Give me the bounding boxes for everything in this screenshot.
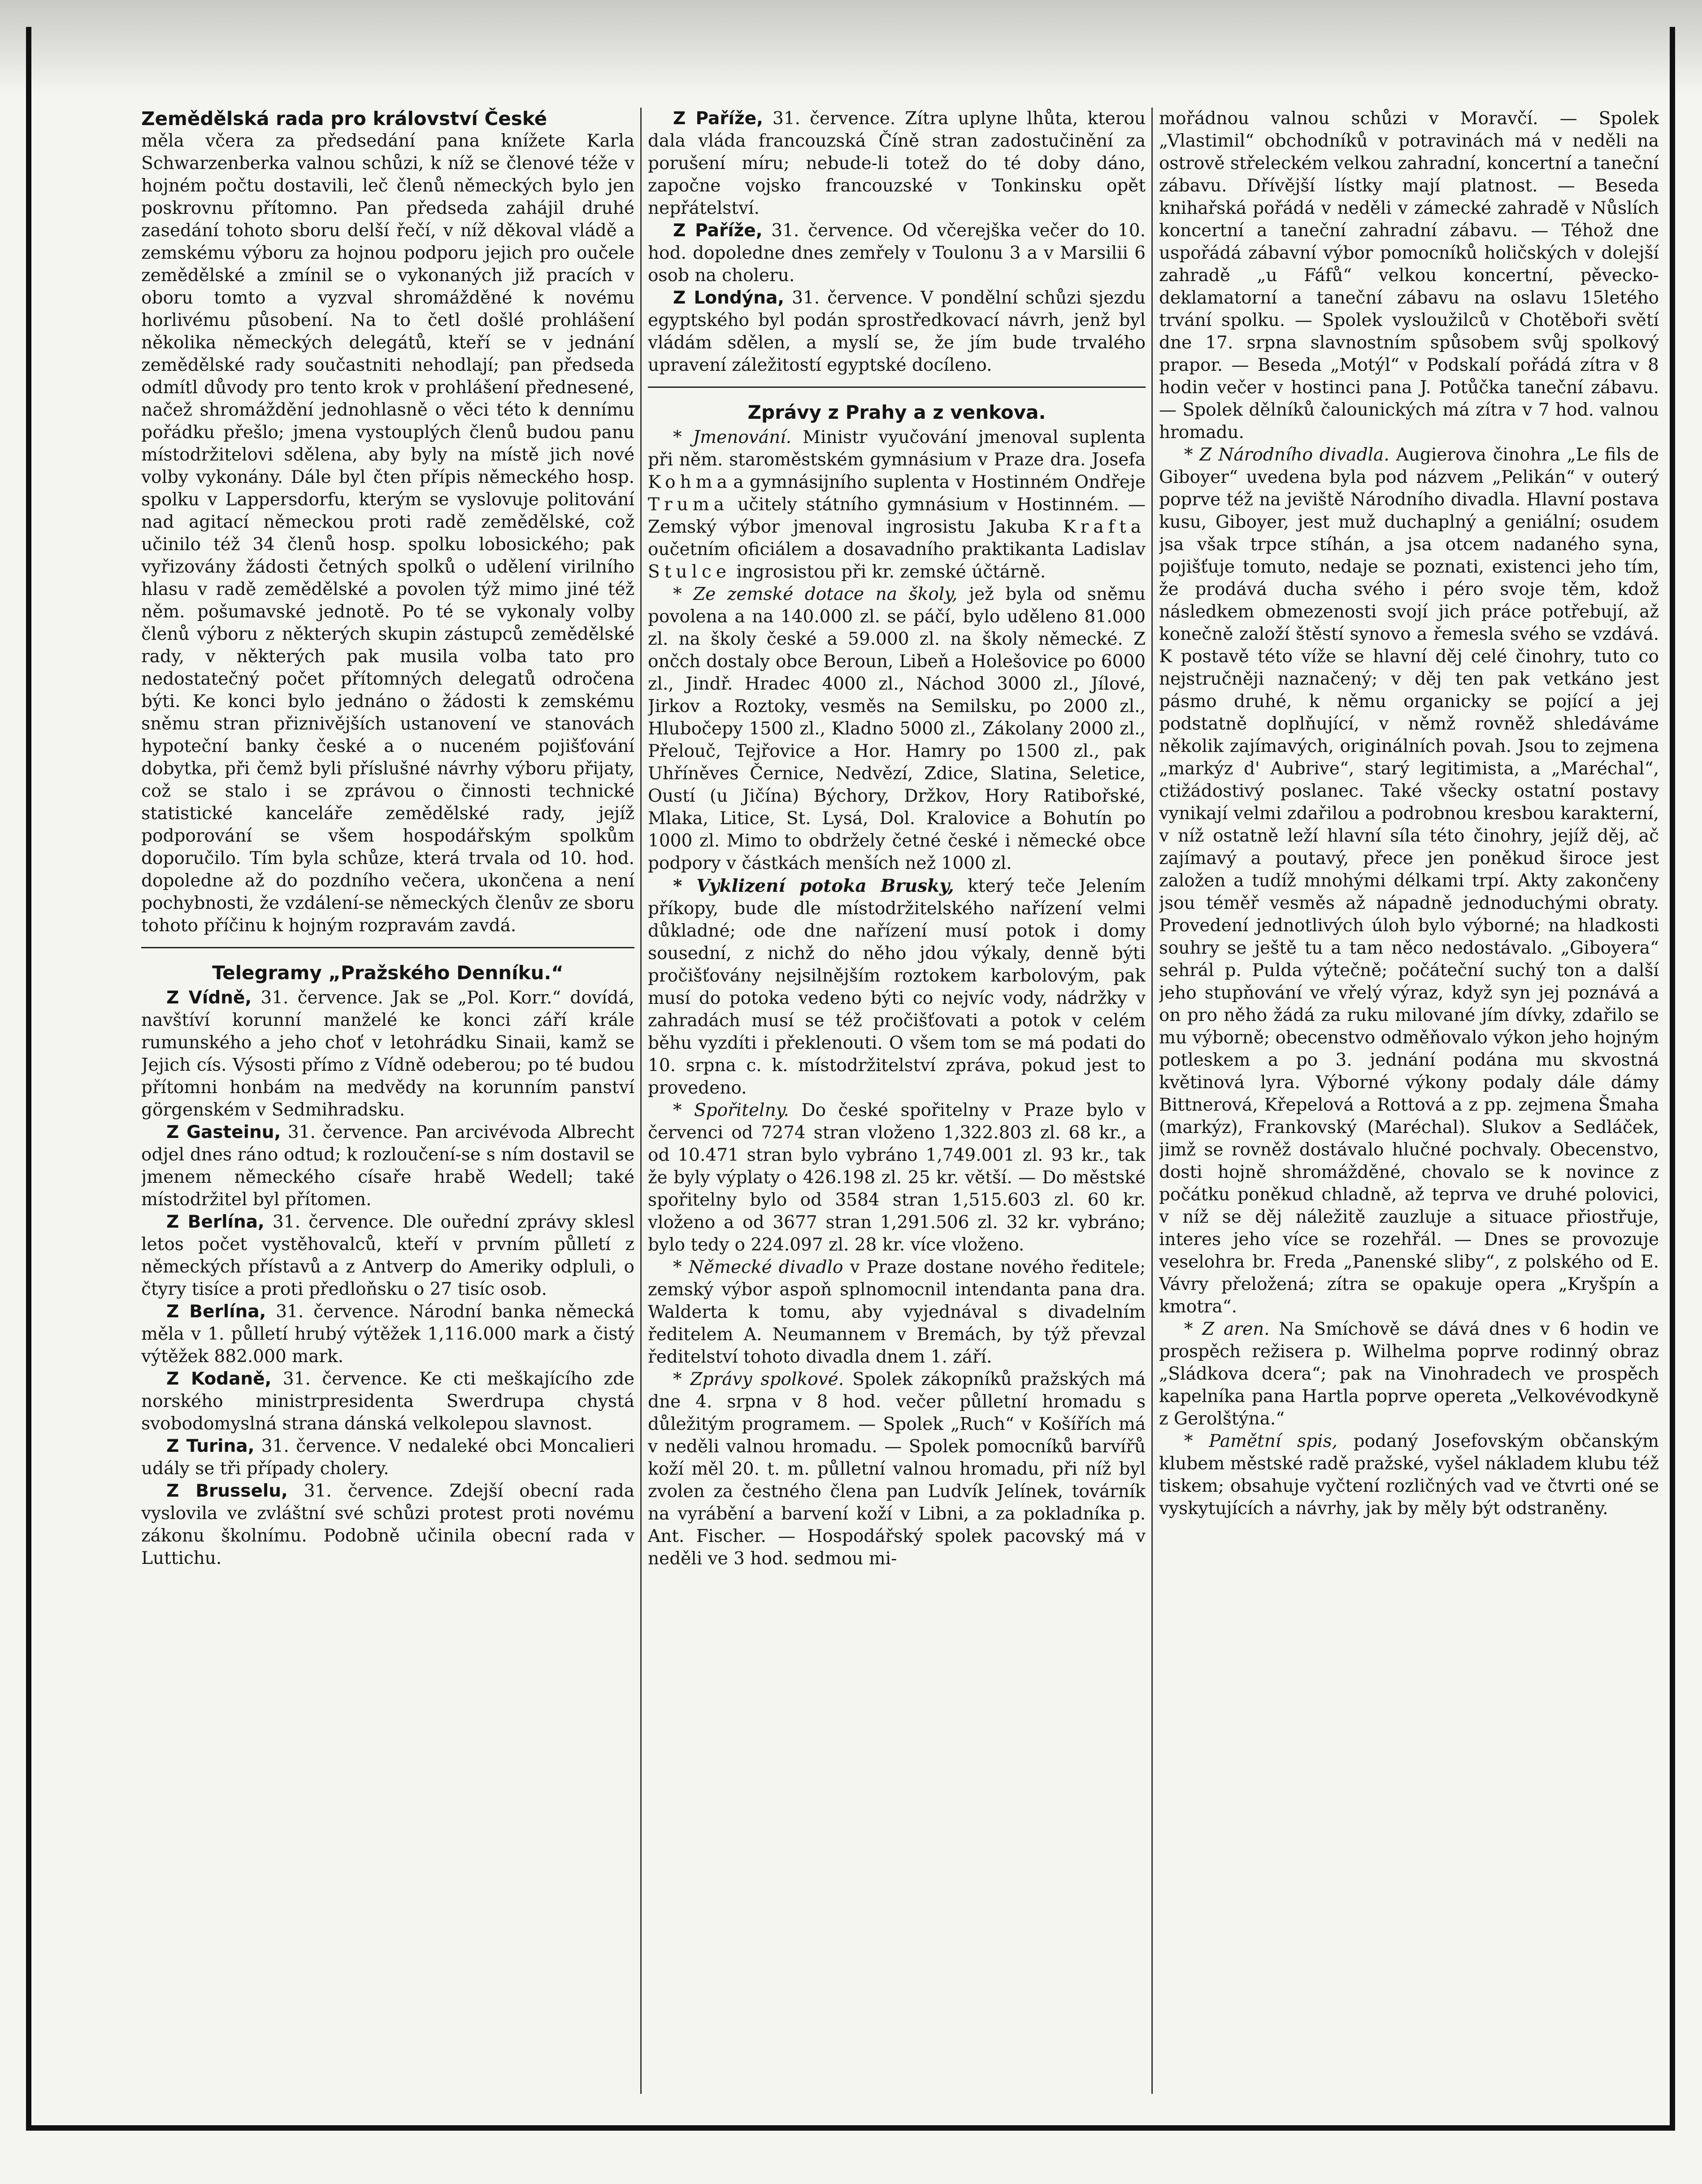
news-text: podaný Josefovským občanským klubem městské radě pražské, vyšel nákladem klubu též tiskem; obsahuje vyčtení rozličných vad ve čtvrti oné se vyskytujících a návrhy, jak by měly být odstraněny.	[1159, 1431, 1659, 1519]
news-title: * Z Národního divadla.	[1184, 445, 1389, 465]
news-memorandum	[1159, 1430, 1659, 1520]
news-school-grants	[648, 583, 1146, 875]
news-text: Augierova činohra „Le fils de Giboyer“ uvedena byla pod názvem „Pelikán“ v outerý poprve též na jeviště Národního divadla. Hlavní postava kusu, Giboyer, jest muž duchaplný a geniální; osudem jsa však trpce stíhán, a jsa otcem nadaného syna, pojišťuje tomuto, nedaje se poznati, existenci jeho tím, že prodává ducha svého i péro svoje těm, kdož následkem obmezenosti svojí jich práce potřebují, až konečně založí štěstí synovo a řemesla svého se vzdává. K postavě této víže se hlavní děj celé činohry, tuto co nejstručněji naznačený; v děj ten pak vetkáno jest pásmo druhé, k němu organicky se pojící a jej podstatně doplňující, v němž rovněž shledáváme několik zajímavých, originálních povah. Jsou to zejmena „markýz d' Aubrive“, starý legitimista, a „Maréchal“, ctižádostivý poslanec. Také všecky ostatní postavy vynikají velmi zdařilou a podrobnou kresbou karakterní, v níž ostatně leží hlavní síla této činohry, jejíž děj, ač zajímavý a poutavý, přece jen poněkud široce jest založen a tudíž mnohými délkami trpí. Akty zakončeny jsou téměř vesměs až nápadně jednoduchými obraty. Provedení jednotlivých úloh bylo výborné; na hladkosti souhry se ještě tu a tam něco nedostávalo. „Giboyera“ sehrál p. Pulda výtečně; počáteční suchý ton a další jeho stupňování ve vřelý výraz, když syn jej poznává a on pro něho žádá za ruku milované jím dívky, zdařilo se mu výborně; obecenstvo odměňovalo výkon jeho hojným potleskem a po 3. jednání podána mu skvostná květinová lyra. Výborné výkony podaly dále dámy Bittnerová, Křepelová a Rottová a z pp. zejmena Šmaha (markýz), Frankovský (Maréchal). Slukov a Sedláček, jimž se rovněž dostávalo hlučné pochvaly. Obecenstvo, dosti hojně shromážděné, chovalo se k novince z počátku poněkud chladně, až teprva ve druhé polovici, v níž se děj náležitě zauzluje a situace přiostřuje, interes jeho více se rozehřál. — Dnes se provozuje veselohra br. Freda „Panenské sliby“, z polského od E. Vávry přeložená; zítra se opakuje opera „Kryšpín a kmotra“.	[1159, 445, 1659, 1317]
telegram-berlin-1	[141, 1211, 634, 1301]
news-title: * Vyklizení potoka Brusky,	[673, 876, 954, 896]
news-title: * Z aren.	[1184, 1319, 1270, 1339]
column-3	[1159, 108, 1659, 2080]
spaced-name: Kohm	[648, 472, 717, 492]
news-title: * Zprávy spolkové.	[673, 1369, 844, 1389]
section-heading-local-news: Zprávy z Prahy a z venkova.	[747, 401, 1046, 423]
section-divider	[648, 386, 1146, 388]
section-heading-telegrams: Telegramy „Pražského Denníku.“	[212, 962, 564, 984]
telegram-text: 31. července. Zdejší obecní rada vyslovila ve zvláštní své schůzi protest proti novému zákonu školnímu. Podobně učinila obecní rada v Luttichu.	[141, 1481, 634, 1568]
news-text: Do české spořitelny v Praze bylo v červenci od 7274 stran vloženo 1,322.803 zl. 68 kr., a od 10.471 stran bylo vybráno 1,749.001 zl. 93 kr., tak že byly výplaty o 426.198 zl. 25 kr. větší. — Do městské spořitelny bylo od 3584 stran 1,515.603 zl. 60 kr. vloženo a od 3677 stran 1,291.506 zl. 32 kr. vybráno; bylo tedy o 224.097 zl. 28 kr. více vloženo.	[648, 1100, 1146, 1255]
telegram-text: 31. července. Od včerejška večer do 10. hod. dopoledne dnes zemřely v Toulonu 3 a v Marsilii 6 osob na choleru.	[648, 221, 1146, 286]
dateline-place: Z Berlína,	[166, 1212, 265, 1232]
column-rule-1	[640, 108, 642, 2094]
page-border-bottom	[26, 2125, 1675, 2131]
news-german-theatre	[648, 1256, 1146, 1368]
news-brusky-stream	[648, 875, 1146, 1099]
scan-shadow	[0, 0, 1702, 94]
telegram-text: 31. července. Dle ouřední zprávy sklesl letos počet vystěhovalců, kteří v prvním půlletí z německých přístavů a z Antverp do Ameriky odpluli, o čtyry tisíce a proti předloňsku o 27 tisíc osob.	[141, 1212, 634, 1299]
news-text: v Praze dostane nového ředitele; zemský výbor aspoň splnomocnil intendanta pana dra. Walderta k tomu, aby vyjednával s divadelním ředitelem A. Neumannem v Bremách, by týž převzal ředitelství tohoto divadla dnem 1. září.	[648, 1257, 1146, 1367]
dateline-place: Z Kodaně,	[166, 1369, 272, 1389]
page-border-left	[26, 27, 31, 2130]
news-arenas	[1159, 1318, 1659, 1430]
news-text: oučetním oficiálem a dosavadního praktikanta Ladislav	[648, 539, 1146, 560]
news-text: a a gymnásijního suplenta v Hostinném Ondřeje	[716, 472, 1146, 492]
dateline-place: Z Londýna,	[673, 288, 785, 308]
news-title: * Spořitelny.	[673, 1100, 789, 1120]
news-text: který teče Jelením příkopy, bude dle místodržitelského nařízení velmi důkladné; ode dne nařízení musí potok i domy sousední, z nichž do něho jdou výkaly, denně býti pročišťovány nejsilnějším roztokem karbolovým, pak musí do potoka vedeno býti co nejvíc vody, nádržky v zahradách musí se též pročišťovati a potok v celém běhu vyzdíti i překlenouti. O všem tom se má podati do 10. srpna c. k. místodržitelství zpráva, pokud jest to provedeno.	[648, 876, 1146, 1098]
telegram-berlin-2	[141, 1301, 634, 1368]
page-border-right	[1670, 27, 1675, 2130]
dateline-place: Z Paříže,	[673, 109, 763, 129]
column-1	[141, 108, 634, 2080]
news-title: * Jmenování.	[673, 427, 792, 447]
telegram-text: 31. července. Národní banka německá měla v 1. půlletí hrubý výtěžek 1,116.000 mark a čistý výtěžek 882.000 mark.	[141, 1302, 634, 1367]
news-national-theatre	[1159, 444, 1659, 1318]
telegram-text: 31. července. V nedaleké obci Moncalieri udály se tři případy cholery.	[141, 1436, 634, 1479]
telegram-gastein	[141, 1121, 634, 1211]
news-savings-banks	[648, 1099, 1146, 1256]
news-text: jež byla od sněmu povolena a na 140.000 zl. se páčí, bylo uděleno 81.000 zl. na školy české a 59.000 zl. na školy německé. Z ončch dostaly obce Beroun, Libeň a Holešovice po 6000 zl., Jindř. Hradec 4000 zl., Náchod 3000 zl., Jílové, Jirkov a Roztoky, vesměs na Semilsku, po 2000 zl., Hlubočepy 1500 zl., Kladno 5000 zl., Zákolany 2000 zl., Přelouč, Tejřovice a Hor. Hamry po 1500 zl., pak Uhříněves Černice, Nedvězí, Zdice, Slatina, Seletice, Oustí (u Jičína) Býchory, Držkov, Hory Ratibořské, Mlaka, Litice, St. Lysá, Dol. Kralovice a Bohutín po 1000 zl. Mimo to obdržely četné české i německé obce podpory v částkách menších než 1000 zl.	[648, 584, 1146, 873]
telegram-turin	[141, 1435, 634, 1480]
dateline-place: Z Gasteinu,	[166, 1122, 281, 1142]
dateline-place: Z Turina,	[166, 1436, 255, 1456]
telegram-paris-1	[648, 108, 1146, 220]
article-agricultural-council: měla včera za předsedání pana knížete Karla Schwarzenberka valnou schůzi, k níž se členové téže v hojném počtu dostavili, leč členů německých bylo jen poskrovnu přítomno. Pan předseda zahájil druhé zasedání tohoto sboru delší řečí, v níž děkoval vládě a zemskému výboru za hojnou podporu jejich pro oučele zemědělské a zmínil se o vykonaných již pracích v oboru tomto a vyzval shromážděné k novému horlivému působení. Na to četl došlé prohlášení několika německých delegátů, kteří se v jednání zemědělské rady součastniti nehodlají; pan předseda odmítl důvody pro tento krok v prohlášení přednesené, načež shromáždění jednohlasně o věci této k dennímu pořádku přešlo; jmena vystouplých členů budou panu místodržitelovi sdělena, aby byly na místě jich nové volby vykonány. Dále byl čten přípis německého hosp. spolku v Lappersdorfu, kterým se vyslovuje politování nad agitací německou proti radě zemědělské, což učinilo též 34 členů hosp. spolku lobosického; pak vyřizovány žádosti četných spolků o udělení virilního hlasu v radě zemědělské a povolen týž mimo jiné též něm. pošumavské jednotě. Po té se vykonaly volby členů výboru z některých skupin zástupců zemědělské rady, v některých pak musila volba tato pro nedostatečný počet přítomných delegatů odročena býti. Ke konci bylo jednáno o žádosti k zemskému sněmu stran přiznivějších ustanovení ve stanovách hypoteční banky české a o nuceném pojišťování dobytka, při čemž byli příslušné návrhy výboru přijaty, což se stalo i se zprávou o činnosti technické statistické kanceláře zemědělské rady, jejíž podporování se všem hospodářským spolkům doporučilo. Tím byla schůze, která trvala od 10. hod. dopoledne až do pozdního večera, ukončena a není pochybnosti, že vzdálení-se německých členův ze sboru tohoto příčinu k hojným rozpravám zavdá.	[141, 131, 634, 936]
dateline-place: Z Berlína,	[166, 1302, 266, 1322]
dateline-place: Z Brusselu,	[166, 1481, 288, 1501]
news-text: Spolek zákopníků pražských má dne 4. srpna v 8 hod. večer půlletní hromadu s důležitým programem. — Spolek „Ruch“ v Košířích má v neděli valnou hromadu. — Spolek pomocníků barvířů koží měl 20. t. m. půlletní valnou hromadu, při níž byl zvolen za čestného člena pan Ludvík Jelínek, továrník na vyrábění a barvení koží v Libni, a za pokladníka p. Ant. Fischer. — Hospodářský spolek pacovský má v neděli ve 3 hod. sedmou mi-	[648, 1369, 1146, 1569]
spaced-name: Krafta	[1063, 517, 1146, 537]
news-appointments	[648, 426, 1146, 583]
telegram-paris-2	[648, 220, 1146, 287]
news-title: * Ze zemské dotace na školy,	[673, 584, 958, 604]
news-text: ingrosistou při kr. zemské účtárně.	[736, 562, 1046, 582]
news-text: Ministr vyučování jmenoval suplenta při něm. staroměstském gymnásium v Praze dra. Josefa	[648, 427, 1146, 470]
telegram-copenhagen	[141, 1368, 634, 1435]
column-rule-2	[1151, 108, 1153, 2094]
news-club-reports-cont: mořádnou valnou schůzi v Moravčí. — Spolek „Vlastimil“ obchodníků v potravinách má v neděli na ostrově střeleckém velkou zahradní, koncertní a taneční zábavu. Dřívější lístky mají platnost. — Beseda knihařská pořádá v neděli v zámecké zahradě v Nůslích koncertní a taneční zahradní zábavu. — Téhož dne uspořádá zábavní výbor pomocníků holičských v dolejší zahradě „u Fáfů“ velkou koncertní, pěvecko-deklamatorní a taneční zábavu na oslavu 15letého trvání spolku. — Spolek vysloužilců v Chotěboři světí dne 17. srpna slavnostním spůsobem svůj spolkový prapor. — Beseda „Motýl“ v Podskalí pořádá zítra v 8 hodin večer v hostinci pana J. Potůčka taneční zábavu. — Spolek dělníků čalounických má zítra v 7 hod. valnou hromadu.	[1159, 109, 1659, 443]
spaced-name: Stulce	[648, 562, 731, 582]
telegram-text: 31. července. Zítra uplyne lhůta, kterou dala vláda francouzská Číně stran zadostučinění za porušení míru; nebude-li totež do té doby dáno, započne vojsko francouzské v Tonkinsku opět nepřátelství.	[648, 109, 1146, 218]
news-club-reports	[648, 1368, 1146, 1570]
news-title: * Pamětní spis,	[1184, 1431, 1337, 1451]
dateline-place: Z Vídně,	[166, 988, 252, 1008]
section-divider	[141, 947, 634, 948]
news-text: učitely státního gymnásium v Hostinném. — Zemský výbor jmenoval ingrosistu Jakuba	[648, 495, 1146, 537]
telegram-text: 31. července. Ke cti meškajícího zde norského ministrpresidenta Swerdrupa chystá svobodomyslná strana dánská velkolepou slavnost.	[141, 1369, 634, 1434]
telegram-text: 31. července. Jak se „Pol. Korr.“ dovídá, navštíví korunní manželé ke konci září krále rumunského a jeho choť v letohrádku Sinaii, kamž se Jejich cís. Výsosti přímo z Vídně odeberou; po té budou přítomni honbám na medvědy na korunním panství görgenském v Sedmihradsku.	[141, 988, 634, 1120]
telegram-text: 31. července. Pan arcivévoda Albrecht odjel dnes ráno odtud; k rozloučení-se s ním dostavil se jmenem německého císaře hrabě Wedell; také místodržitel byl přítomen.	[141, 1122, 634, 1210]
telegram-london	[648, 287, 1146, 377]
column-2	[648, 108, 1146, 2080]
spaced-name: Truma	[648, 495, 729, 515]
telegram-text: 31. července. V pondělní schůzi sjezdu egyptského byl podán sprostředkovací návrh, jenž byl vládám sdělen, a myslí se, že jím bude trvalého upravení záležitostí egyptské docíleno.	[648, 288, 1146, 375]
news-title: * Německé divadlo	[673, 1257, 843, 1277]
news-text: Na Smíchově se dává dnes v 6 hodin ve prospěch režisera p. Wilhelma poprve rodinný obraz „Sládkova dcera“; pak na Vinohradech ve prospěch kapelníka pana Hartla poprve opereta „Velkovévodkyně z Gerolštýna.“	[1159, 1319, 1659, 1429]
telegram-vienna	[141, 987, 634, 1121]
article-heading-agricultural-council: Zemědělská rada pro království České	[141, 108, 547, 130]
telegram-brussels	[141, 1480, 634, 1570]
dateline-place: Z Paříže,	[673, 221, 763, 241]
